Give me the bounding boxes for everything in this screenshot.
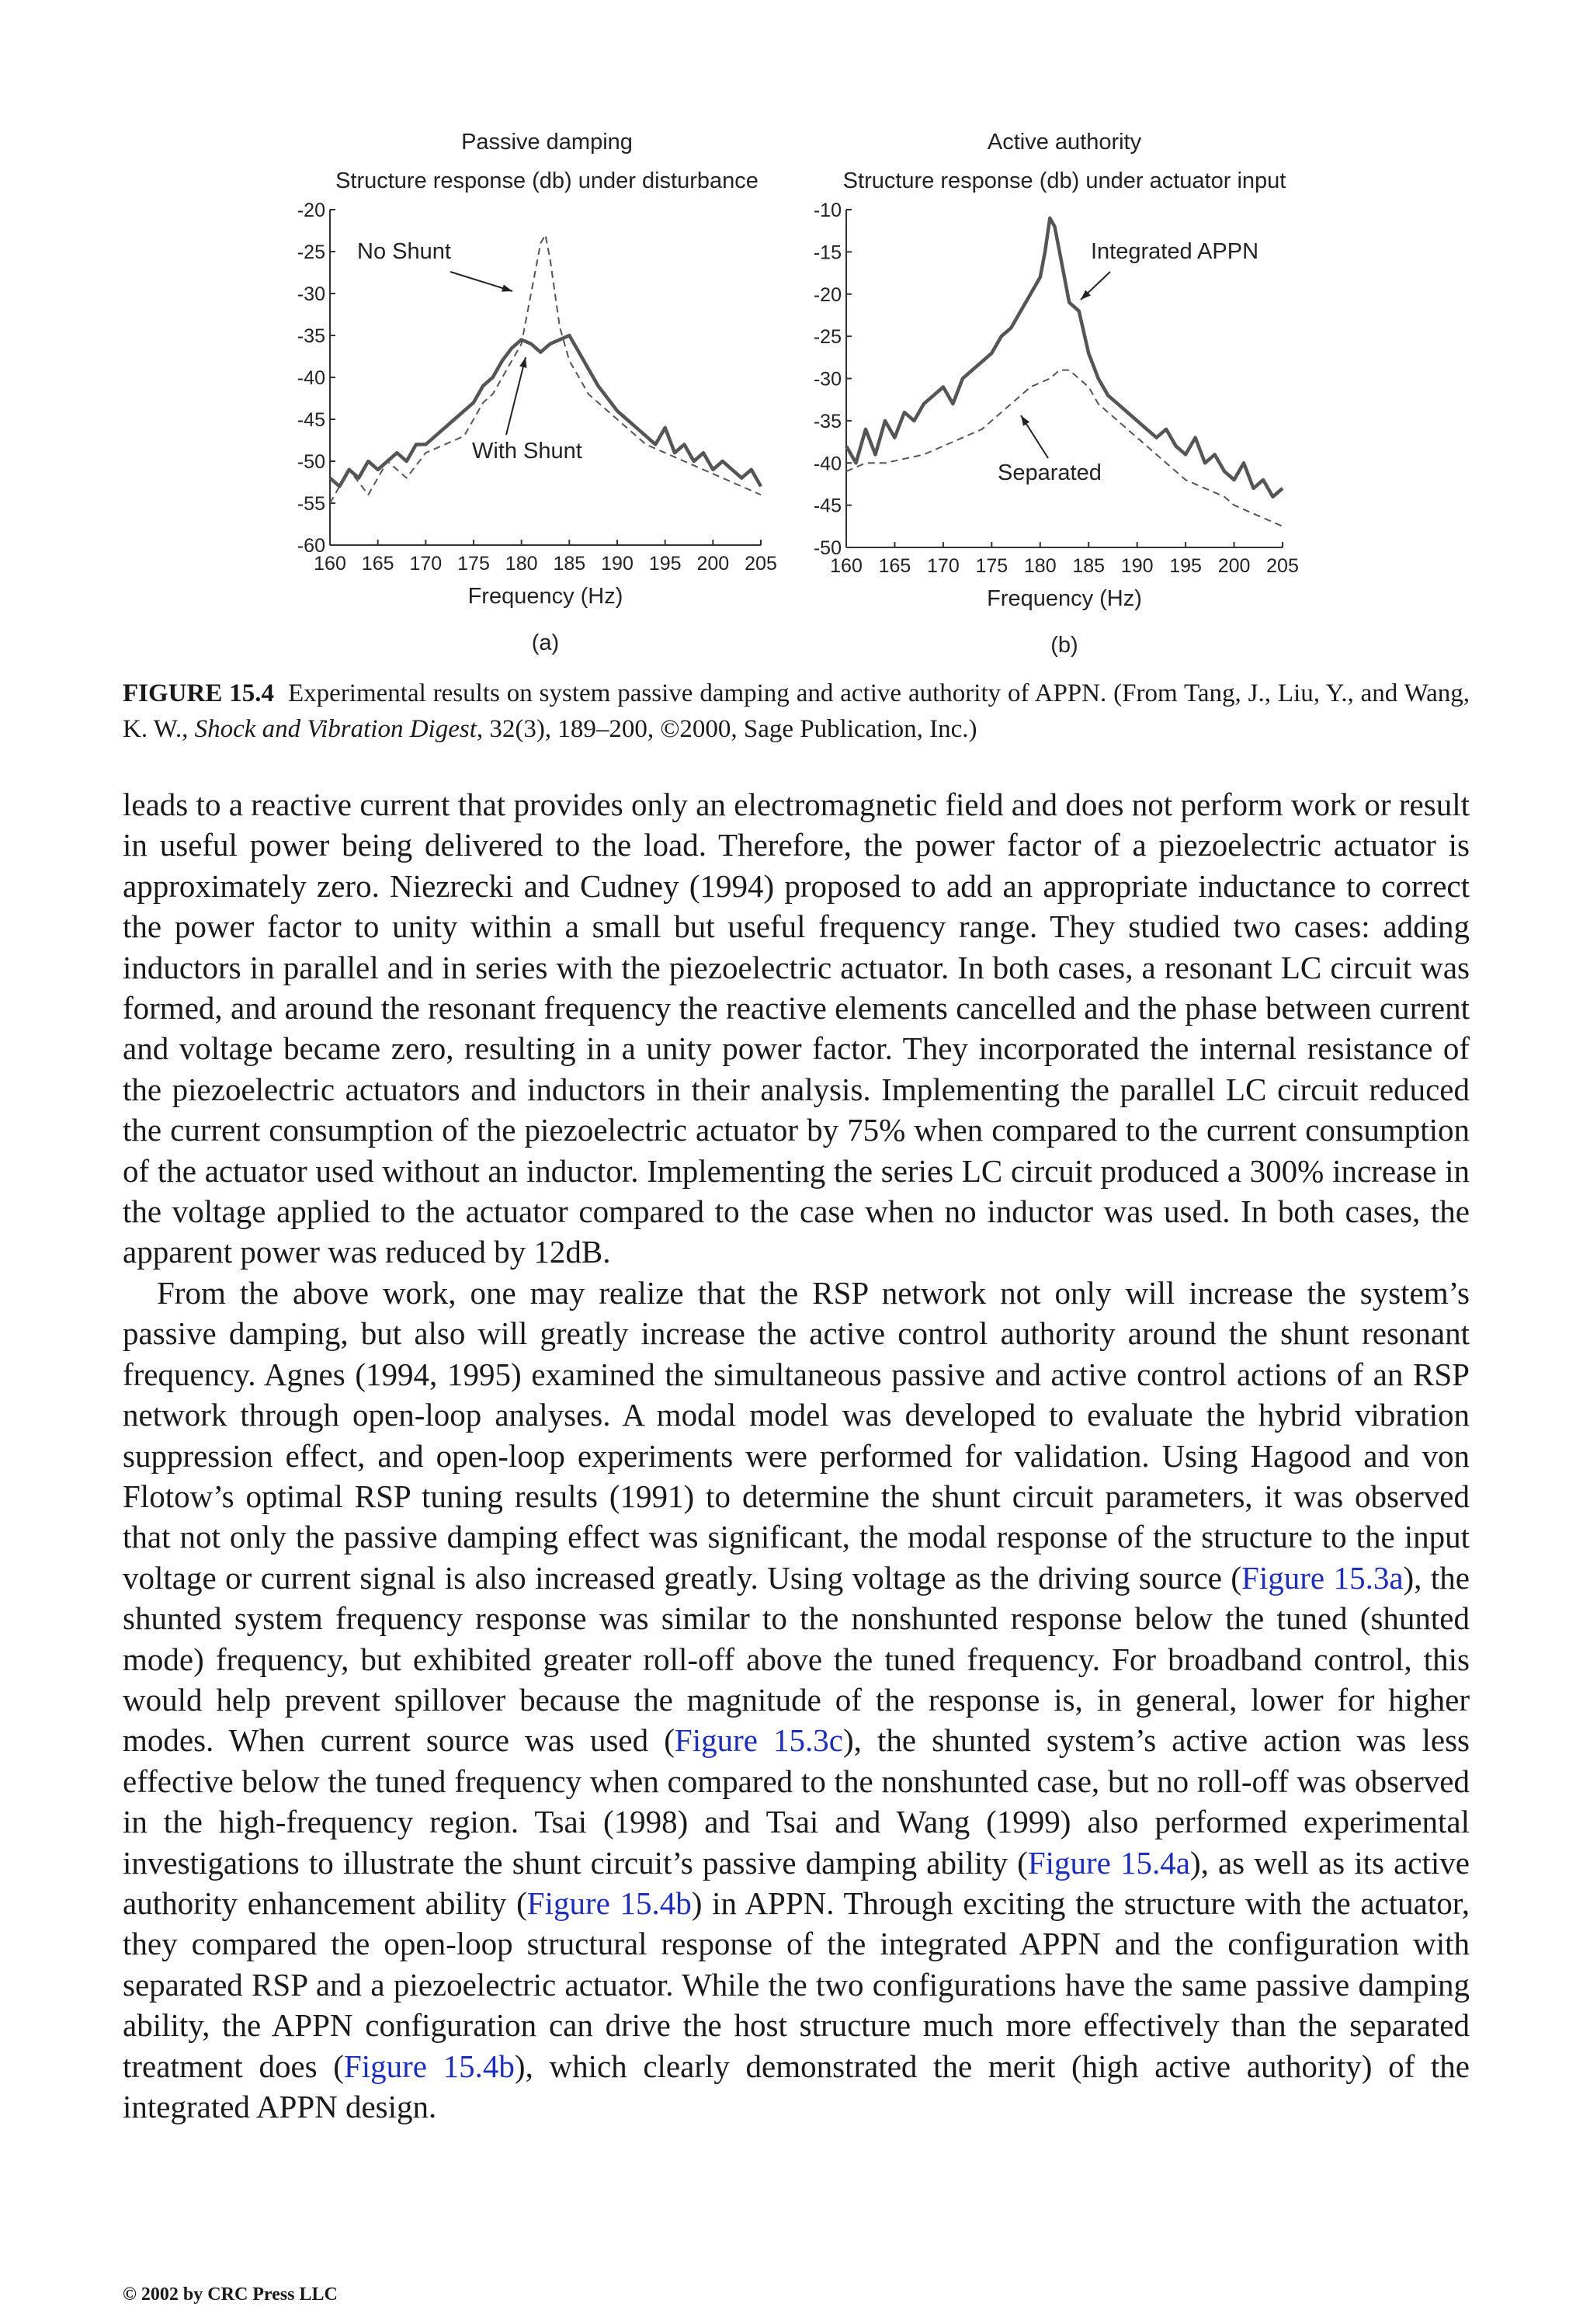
y-tick-label: -25 — [297, 241, 325, 263]
y-tick-label: -30 — [297, 283, 325, 305]
chart-title: Passive damping — [461, 130, 633, 155]
y-tick-label: -25 — [813, 326, 842, 349]
x-tick-label: 200 — [1217, 555, 1251, 577]
x-tick-label: 205 — [1266, 555, 1299, 577]
x-tick-label: 175 — [457, 553, 490, 575]
figure-label: FIGURE 15.4 — [123, 679, 275, 707]
figure-link[interactable]: Figure 15.4a — [1027, 1844, 1190, 1881]
y-tick-label: -50 — [297, 451, 325, 473]
x-tick-label: 200 — [696, 553, 730, 575]
y-tick-label: -45 — [813, 495, 842, 517]
x-tick-label: 175 — [975, 555, 1009, 577]
series-line-separated — [846, 370, 1283, 526]
x-tick-label: 160 — [830, 555, 863, 577]
figure-link[interactable]: Figure 15.3c — [674, 1722, 844, 1759]
x-axis-label: Frequency (Hz) — [467, 584, 623, 609]
y-tick-label: -40 — [813, 453, 842, 475]
annotation-arrowhead — [519, 357, 526, 368]
chart-subtitle: Structure response (db) under actuator input — [842, 168, 1286, 193]
paragraph-2-text: ), the shunted system’s active action was less effective below the tuned frequency when compared to the nonshunted case, but no roll-off was observed in the high-frequency region. Tsai (1998) and Tsai and Wang (1999) also performed experimental investigations to illustrate the shunt circuit’s passive damping ability ( — [123, 1722, 1470, 1881]
y-tick-label: -50 — [813, 537, 842, 559]
paragraph-2-text: ), as well as its active authority enhancement ability ( — [123, 1844, 1470, 1921]
x-tick-label: 195 — [1169, 555, 1202, 577]
annotation-label: With Shunt — [472, 439, 582, 464]
annotation-arrowhead — [502, 284, 512, 291]
figure-link[interactable]: Figure 15.4b — [343, 2048, 515, 2084]
annotation-label: Separated — [998, 460, 1102, 485]
x-tick-label: 185 — [553, 553, 586, 575]
x-tick-label: 165 — [361, 553, 394, 575]
x-tick-label: 195 — [648, 553, 682, 575]
y-tick-label: -60 — [297, 535, 325, 557]
y-tick-label: -15 — [813, 241, 842, 264]
x-tick-label: 190 — [1120, 555, 1154, 577]
x-tick-label: 205 — [745, 553, 777, 575]
annotation-arrowhead — [1021, 415, 1029, 426]
paragraph-2-text: From the above work, one may realize that the RSP network not only will increase the system’s passive damping, but also will greatly increase the active control authority around the shunt resonant frequency. Agnes (1994, 1995) examined the simultaneous passive and active control actions of an RSP network through open-loop analyses. A modal model was developed to evaluate the hybrid vibration suppression effect, and open-loop experiments were performed for validation. Using Hagood and von Flotow’s optimal RSP tuning results (1991) to determine the shunt circuit parameters, it was observed that not only the passive damping effect was significant, the modal response of the structure to the input voltage or current signal is also increased greatly. Using voltage as the driving source ( — [123, 1274, 1470, 1596]
x-tick-label: 165 — [878, 555, 911, 577]
chart-active-authority — [792, 116, 1304, 660]
chart-passive-damping — [295, 116, 792, 660]
x-axis-label: Frequency (Hz) — [987, 586, 1142, 611]
paragraph-2-text: ), the shunted system frequency response was similar to the nonshunted response below the tuned (shunted mode) frequency, but exhibited greater roll-off above the tuned frequency. For broadband control, this would help prevent spillover because the magnitude of the response is, in general, lower for higher modes. When current source was used ( — [123, 1559, 1470, 1759]
x-tick-label: 180 — [1023, 555, 1057, 577]
body-text — [123, 784, 1470, 2127]
y-tick-label: -40 — [297, 367, 325, 389]
y-tick-label: -10 — [813, 200, 842, 221]
x-tick-label: 170 — [409, 553, 443, 575]
chart-subtitle: Structure response (db) under disturbance — [335, 168, 759, 193]
panel-label: (b) — [1050, 633, 1078, 658]
x-tick-label: 170 — [927, 555, 960, 577]
y-tick-label: -35 — [297, 325, 325, 347]
annotation-label: Integrated APPN — [1091, 239, 1259, 264]
x-tick-label: 190 — [601, 553, 634, 575]
y-tick-label: -55 — [297, 493, 325, 515]
paragraph-2 — [123, 1273, 1470, 2128]
copyright-footer: © 2002 by CRC Press LLC — [123, 2284, 338, 2305]
y-tick-label: -20 — [813, 283, 842, 306]
annotation-arrow — [506, 357, 526, 435]
caption-text-1: Experimental results on system passive damping and active authority of APPN. (From Tang, J., Liu, Y., and Wang, K. W., — [123, 679, 1470, 743]
paragraph-2-text: ), which clearly demonstrated the merit (high active authority) of the integrated APPN design. — [123, 2048, 1470, 2124]
y-tick-label: -35 — [813, 410, 842, 432]
y-tick-label: -20 — [297, 200, 325, 221]
caption-journal: Shock and Vibration Digest — [194, 715, 477, 743]
caption-text-2: , 32(3), 189–200, ©2000, Sage Publication, Inc.) — [476, 715, 977, 743]
figure-link[interactable]: Figure 15.3a — [1241, 1559, 1404, 1596]
figure-link[interactable]: Figure 15.4b — [526, 1885, 692, 1921]
y-tick-label: -45 — [297, 409, 325, 431]
x-tick-label: 180 — [505, 553, 538, 575]
x-tick-label: 185 — [1072, 555, 1106, 577]
paragraph-2-text: ) in APPN. Through exciting the structure with the actuator, they compared the open-loop structural response of the integrated APPN and the configuration with separated RSP and a piezoelectric actuator. While the two configurations have the same passive damping ability, the APPN configuration can drive the host structure much more effectively than the separated treatment does ( — [123, 1885, 1470, 2084]
panel-label: (a) — [531, 631, 560, 655]
y-tick-label: -30 — [813, 368, 842, 391]
x-tick-label: 160 — [314, 553, 346, 575]
paragraph-1: leads to a reactive current that provides only an electromagnetic field and does not perform work or result in useful power being delivered to the load. Therefore, the power factor of a piezoelectric actuator is approximately zero. Niezrecki and Cudney (1994) proposed to add an appropriate inductance to correct the power factor to unity within a small but useful frequency range. They studied two cases: adding inductors in parallel and in series with the piezoelectric actuator. In both cases, a resonant LC circuit was formed, and around the resonant frequency the reactive elements cancelled and the phase between current and voltage became zero, resulting in a unity power factor. They incorporated the internal resistance of the piezoelectric actuators and inductors in their analysis. Implementing the parallel LC circuit reduced the current consumption of the piezoelectric actuator by 75% when compared to the current consumption of the actuator used without an inductor. Implementing the series LC circuit produced a 300% increase in the voltage applied to the actuator compared to the case when no inductor was used. In both cases, the apparent power was reduced by 12dB. — [123, 787, 1470, 1270]
chart-title: Active authority — [987, 130, 1142, 155]
series-line-with-shunt — [330, 335, 761, 486]
figure-caption — [123, 676, 1470, 747]
annotation-label: No Shunt — [357, 239, 451, 264]
